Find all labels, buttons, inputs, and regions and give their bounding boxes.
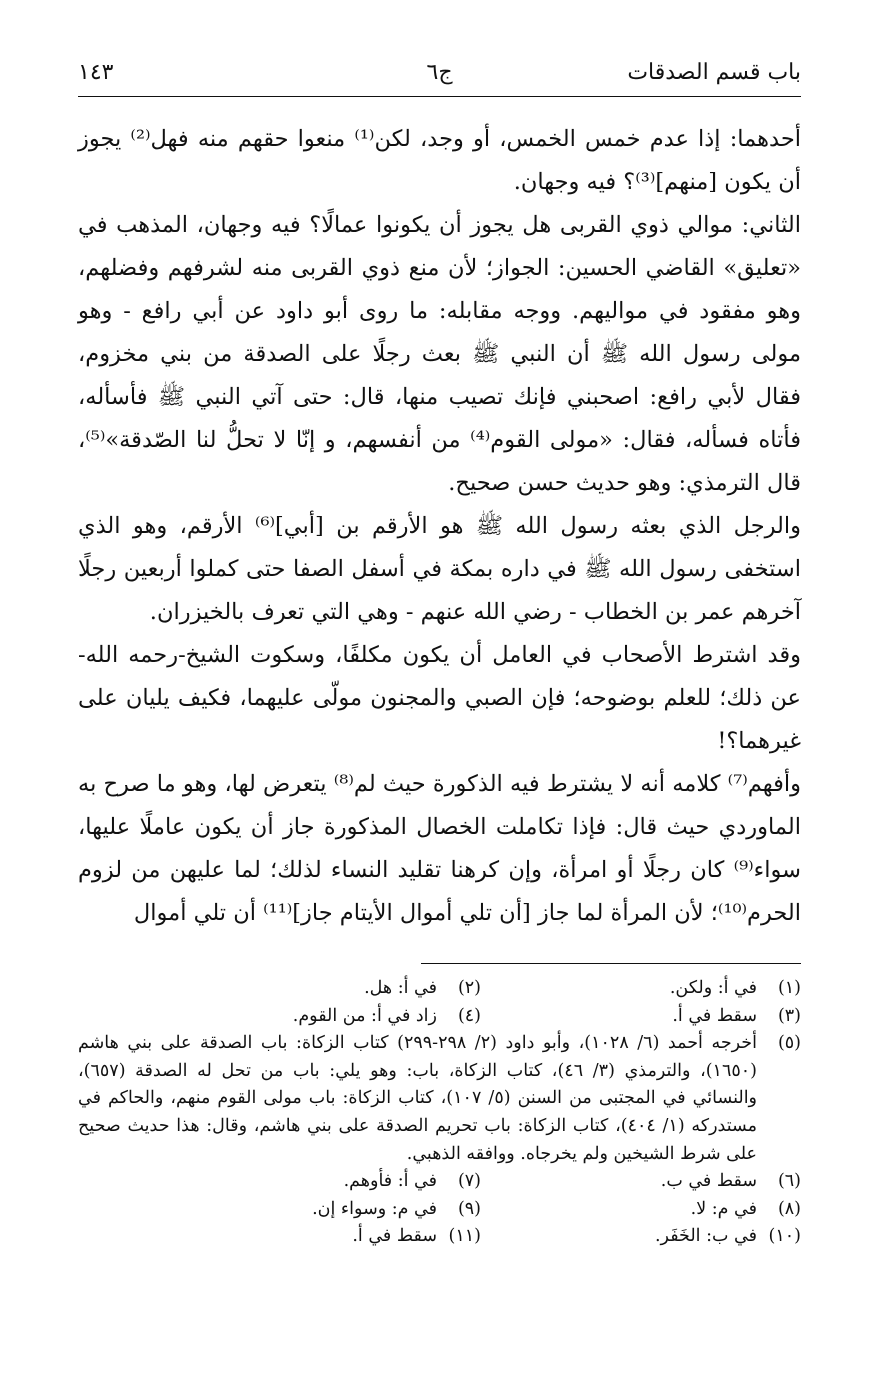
footnote (161, 1003, 481, 1031)
footnote-number: (١١) (448, 1226, 481, 1247)
footnote-row (78, 975, 801, 1003)
footnote-text: أخرجه أحمد (٦/ ١٠٢٨)، وأبو داود (٢/ ٢٩٨-٢٩٩) كتاب الزكاة: باب الصدقة على بني هاشم (١٦٥٠)، والترمذي (٣/ ٤٦)، كتاب الزكاة، باب: وهو يلي: باب من تحل له الصدقة (٦٥٧)، والنسائي في المجتبى من السنن (٥/ ١٠٧)، كتاب الزكاة: باب مولى القوم منهم، والحاكم في مستدركه (١/ ٤٠٤)، كتاب الزكاة: باب تحريم الصدقة على بني هاشم، وقال: هذا حديث صحيح على شرط الشيخين ولم يخرجاه. ووافقه الذهبي. (78, 1033, 758, 1164)
footnote-text: سقط في ب. (660, 1171, 757, 1192)
footnote-text: في م: وسواء إن. (312, 1198, 437, 1219)
footnote-text: في أ: فأوهم. (343, 1171, 437, 1192)
footnote-number: (١) (777, 978, 801, 998)
footnote-number: (٨) (777, 1198, 801, 1219)
header-divider (78, 96, 801, 97)
footnote-number: (٤) (457, 1005, 481, 1026)
page-number: ١٤٣ (78, 60, 114, 85)
footnote (161, 975, 481, 1003)
footnote-number: (٩) (457, 1198, 481, 1219)
footnote-text: في أ: ولكن. (669, 978, 757, 998)
paragraph: أحدهما: إذا عدم خمس الخمس، أو وجد، لكن⁽¹⁾ منعوا حقهم منه فهل⁽²⁾ يجوز أن يكون [منهم]⁽³⁾؟ فيه وجهان. (78, 126, 801, 195)
paragraph: الثاني: موالي ذوي القربى هل يجوز أن يكونوا عمالًا؟ فيه وجهان، المذهب في «تعليق» القاضي الحسين: الجواز؛ لأن منع ذوي القربى منه لشرفهم وفضلهم، وهو مفقود في مواليهم. ووجه مقابله: ما روى أبو داود عن أبي رافع - وهو مولى رسول الله ﷺ أن النبي ﷺ بعث رجلًا على الصدقة من بني مخزوم، فقال لأبي رافع: اصحبني فإنك تصيب منها، قال: حتى آتي النبي ﷺ فأسأله، فأتاه فسأله، فقال: «مولى القوم⁽⁴⁾ من أنفسهم، و إنّا لا تحلُّ لنا الصّدقة»⁽⁵⁾، قال الترمذي: وهو حديث حسن صحيح. (78, 212, 802, 496)
footnote-number: (٢) (457, 978, 481, 998)
paragraph: والرجل الذي بعثه رسول الله ﷺ هو الأرقم بن [أبي]⁽⁶⁾ الأرقم، وهو الذي استخفى رسول الله ﷺ في داره بمكة في أسفل الصفا حتى كملوا أربعين رجلًا آخرهم عمر بن الخطاب - رضي الله عنهم - وهي التي تعرف بالخيزران. (78, 513, 801, 625)
footnote (161, 1223, 481, 1251)
footnote (481, 1003, 801, 1031)
footnote (481, 975, 801, 1003)
footnote-row (78, 1168, 801, 1196)
footnote (78, 1030, 801, 1168)
footnote-text: زاد في أ: من القوم. (292, 1005, 437, 1026)
chapter-title: باب قسم الصدقات (627, 60, 801, 85)
paragraph: وأفهم⁽⁷⁾ كلامه أنه لا يشترط فيه الذكورة حيث لم⁽⁸⁾ يتعرض لها، وهو ما صرح به الماوردي حيث قال: فإذا تكاملت الخصال المذكورة جاز أن يكون عاملًا عليها، سواء⁽⁹⁾ كان رجلًا أو امرأة، وإن كرهنا تقليد النساء لذلك؛ لما عليهن من لزوم الحرم⁽¹⁰⁾؛ لأن المرأة لما جاز [أن تلي أموال الأيتام جاز]⁽¹¹⁾ أن تلي أموال (78, 771, 801, 926)
footnote-number: (٣) (777, 1005, 801, 1026)
footnote (481, 1196, 801, 1224)
footnote (161, 1196, 481, 1224)
footnote-text: في ب: الخَفَر. (654, 1226, 757, 1247)
footnote (481, 1168, 801, 1196)
footnote-text: سقط في أ. (672, 1005, 757, 1026)
footnote-row (78, 1223, 801, 1251)
footnote-text: سقط في أ. (352, 1226, 437, 1247)
footnote-text: في أ: هل. (364, 978, 437, 998)
footnote-text: في م: لا. (690, 1198, 757, 1219)
main-text (78, 118, 801, 935)
footnote-row (78, 1196, 801, 1224)
footnote (481, 1223, 801, 1251)
footnote (161, 1168, 481, 1196)
volume-label: ج٦ (426, 60, 453, 85)
footnote-number: (٥) (777, 1033, 801, 1054)
footnote-divider (421, 963, 801, 964)
paragraph: وقد اشترط الأصحاب في العامل أن يكون مكلفًا، وسكوت الشيخ-رحمه الله- عن ذلك؛ للعلم بوضوحه؛ فإن الصبي والمجنون مولّى عليهما، فكيف يليان على غيرهما؟! (78, 642, 801, 754)
footnote-number: (٦) (777, 1171, 801, 1192)
running-header (78, 58, 801, 94)
footnote-number: (١٠) (768, 1226, 801, 1247)
footnote-number: (٧) (457, 1171, 481, 1192)
footnotes (78, 975, 801, 1251)
footnote-row (78, 1003, 801, 1031)
